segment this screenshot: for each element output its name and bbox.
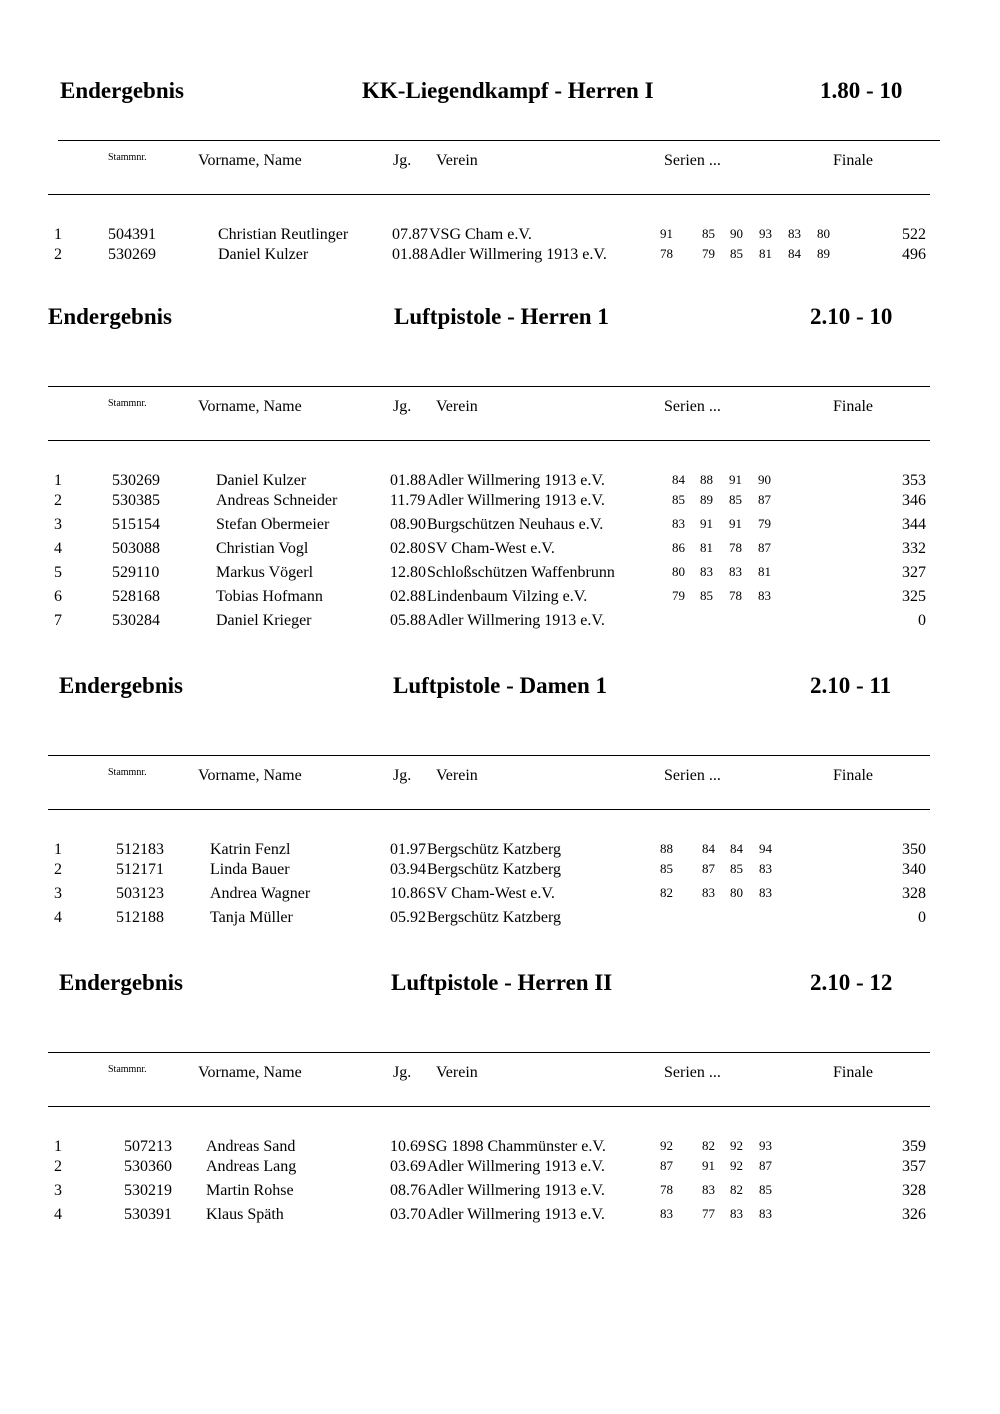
section-label: Endergebnis bbox=[48, 304, 172, 329]
verein-cell: Adler Willmering 1913 e.V. bbox=[427, 472, 605, 489]
rank-cell: 2 bbox=[54, 1158, 62, 1175]
series-score-cell: 78 bbox=[660, 246, 673, 261]
column-header-serien: Serien ... bbox=[664, 1064, 721, 1081]
series-score-cell: 88 bbox=[700, 472, 713, 487]
column-header-name: Vorname, Name bbox=[198, 1064, 302, 1081]
header-top-rule bbox=[48, 755, 930, 756]
section-label: Endergebnis bbox=[59, 673, 183, 698]
series-score-cell: 87 bbox=[759, 1158, 772, 1173]
jg-cell: 03.70 bbox=[390, 1206, 426, 1223]
finale-total-cell: 353 bbox=[902, 472, 926, 489]
column-header-serien: Serien ... bbox=[664, 398, 721, 415]
column-header-stammnr: Stammnr. bbox=[108, 1064, 147, 1075]
series-score-cell: 91 bbox=[729, 472, 742, 487]
finale-total-cell: 357 bbox=[902, 1158, 926, 1175]
series-score-cell: 83 bbox=[759, 1206, 772, 1221]
jg-cell: 01.88 bbox=[390, 472, 426, 489]
stammnr-cell: 515154 bbox=[112, 516, 160, 533]
jg-cell: 05.92 bbox=[390, 909, 426, 926]
jg-cell: 11.79 bbox=[390, 492, 426, 509]
series-score-cell: 81 bbox=[758, 564, 771, 579]
verein-cell: Bergschütz Katzberg bbox=[427, 861, 562, 878]
competition-title: KK-Liegendkampf - Herren I bbox=[362, 78, 654, 103]
jg-cell: 01.97 bbox=[390, 841, 426, 858]
name-cell: Andreas Sand bbox=[206, 1138, 296, 1155]
verein-cell: Burgschützen Neuhaus e.V. bbox=[427, 516, 604, 533]
column-header-stammnr: Stammnr. bbox=[108, 398, 147, 409]
series-score-cell: 82 bbox=[702, 1138, 715, 1153]
series-score-cell: 87 bbox=[758, 492, 771, 507]
header-top-rule bbox=[58, 140, 940, 141]
rank-cell: 4 bbox=[54, 540, 62, 557]
verein-cell: VSG Cham e.V. bbox=[429, 226, 532, 243]
finale-total-cell: 350 bbox=[902, 841, 926, 858]
name-cell: Christian Vogl bbox=[216, 540, 309, 557]
stammnr-cell: 530385 bbox=[112, 492, 160, 509]
series-score-cell: 92 bbox=[730, 1158, 743, 1173]
series-score-cell: 87 bbox=[702, 861, 715, 876]
series-score-cell: 79 bbox=[702, 246, 715, 261]
column-header-finale: Finale bbox=[833, 398, 873, 415]
verein-cell: Adler Willmering 1913 e.V. bbox=[427, 1158, 605, 1175]
verein-cell: Adler Willmering 1913 e.V. bbox=[429, 246, 607, 263]
competition-title: Luftpistole - Damen 1 bbox=[393, 673, 608, 698]
series-score-cell: 86 bbox=[672, 540, 685, 555]
series-score-cell: 83 bbox=[788, 226, 801, 241]
series-score-cell: 83 bbox=[700, 564, 713, 579]
series-score-cell: 85 bbox=[759, 1182, 772, 1197]
rank-cell: 4 bbox=[54, 1206, 62, 1223]
series-score-cell: 90 bbox=[758, 472, 771, 487]
name-cell: Andrea Wagner bbox=[210, 885, 311, 902]
column-header-stammnr: Stammnr. bbox=[108, 767, 147, 778]
verein-cell: Schloßschützen Waffenbrunn bbox=[427, 564, 615, 581]
finale-total-cell: 332 bbox=[902, 540, 926, 557]
stammnr-cell: 530269 bbox=[112, 472, 160, 489]
finale-total-cell: 325 bbox=[902, 588, 926, 605]
column-header-name: Vorname, Name bbox=[198, 152, 302, 169]
section-label: Endergebnis bbox=[60, 78, 184, 103]
column-header-verein: Verein bbox=[436, 152, 478, 169]
stammnr-cell: 530269 bbox=[108, 246, 156, 263]
series-score-cell: 92 bbox=[730, 1138, 743, 1153]
series-score-cell: 85 bbox=[672, 492, 685, 507]
competition-title: Luftpistole - Herren 1 bbox=[394, 304, 609, 329]
series-score-cell: 89 bbox=[817, 246, 830, 261]
series-score-cell: 83 bbox=[759, 885, 772, 900]
series-score-cell: 84 bbox=[788, 246, 801, 261]
stammnr-cell: 512171 bbox=[116, 861, 164, 878]
jg-cell: 08.76 bbox=[390, 1182, 426, 1199]
verein-cell: SV Cham-West e.V. bbox=[427, 540, 555, 557]
series-score-cell: 81 bbox=[700, 540, 713, 555]
name-cell: Andreas Lang bbox=[206, 1158, 297, 1175]
rank-cell: 1 bbox=[54, 841, 62, 858]
series-score-cell: 83 bbox=[729, 564, 742, 579]
series-score-cell: 90 bbox=[730, 226, 743, 241]
series-score-cell: 89 bbox=[700, 492, 713, 507]
series-score-cell: 85 bbox=[729, 492, 742, 507]
series-score-cell: 94 bbox=[759, 841, 772, 856]
series-score-cell: 88 bbox=[660, 841, 673, 856]
verein-cell: Adler Willmering 1913 e.V. bbox=[427, 492, 605, 509]
rank-cell: 5 bbox=[54, 564, 62, 581]
finale-total-cell: 0 bbox=[918, 612, 926, 629]
verein-cell: SG 1898 Chammünster e.V. bbox=[427, 1138, 606, 1155]
competition-code: 2.10 - 12 bbox=[810, 970, 893, 995]
finale-total-cell: 346 bbox=[902, 492, 926, 509]
series-score-cell: 79 bbox=[672, 588, 685, 603]
competition-code: 2.10 - 10 bbox=[810, 304, 893, 329]
series-score-cell: 91 bbox=[660, 226, 673, 241]
column-header-stammnr: Stammnr. bbox=[108, 152, 147, 163]
name-cell: Markus Vögerl bbox=[216, 564, 314, 581]
name-cell: Andreas Schneider bbox=[216, 492, 338, 509]
header-top-rule bbox=[48, 1052, 930, 1053]
competition-title: Luftpistole - Herren II bbox=[391, 970, 613, 995]
stammnr-cell: 503088 bbox=[112, 540, 160, 557]
column-header-serien: Serien ... bbox=[664, 152, 721, 169]
name-cell: Tanja Müller bbox=[210, 909, 293, 926]
series-score-cell: 92 bbox=[660, 1138, 673, 1153]
jg-cell: 05.88 bbox=[390, 612, 426, 629]
jg-cell: 12.80 bbox=[390, 564, 426, 581]
rank-cell: 3 bbox=[54, 885, 62, 902]
rank-cell: 7 bbox=[54, 612, 62, 629]
jg-cell: 01.88 bbox=[392, 246, 428, 263]
rank-cell: 1 bbox=[54, 226, 62, 243]
verein-cell: Adler Willmering 1913 e.V. bbox=[427, 612, 605, 629]
series-score-cell: 85 bbox=[700, 588, 713, 603]
series-score-cell: 78 bbox=[660, 1182, 673, 1197]
series-score-cell: 85 bbox=[660, 861, 673, 876]
series-score-cell: 85 bbox=[702, 226, 715, 241]
stammnr-cell: 530284 bbox=[112, 612, 160, 629]
series-score-cell: 84 bbox=[730, 841, 743, 856]
stammnr-cell: 503123 bbox=[116, 885, 164, 902]
name-cell: Daniel Krieger bbox=[216, 612, 312, 629]
stammnr-cell: 512188 bbox=[116, 909, 164, 926]
column-header-jg: Jg. bbox=[393, 398, 412, 415]
jg-cell: 03.94 bbox=[390, 861, 426, 878]
rank-cell: 3 bbox=[54, 1182, 62, 1199]
series-score-cell: 91 bbox=[700, 516, 713, 531]
name-cell: Daniel Kulzer bbox=[218, 246, 309, 263]
series-score-cell: 82 bbox=[730, 1182, 743, 1197]
rank-cell: 3 bbox=[54, 516, 62, 533]
column-header-finale: Finale bbox=[833, 152, 873, 169]
series-score-cell: 85 bbox=[730, 246, 743, 261]
stammnr-cell: 529110 bbox=[112, 564, 160, 581]
stammnr-cell: 530360 bbox=[124, 1158, 172, 1175]
finale-total-cell: 340 bbox=[902, 861, 926, 878]
jg-cell: 10.86 bbox=[390, 885, 426, 902]
rank-cell: 4 bbox=[54, 909, 62, 926]
finale-total-cell: 326 bbox=[902, 1206, 926, 1223]
series-score-cell: 83 bbox=[660, 1206, 673, 1221]
stammnr-cell: 507213 bbox=[124, 1138, 172, 1155]
stammnr-cell: 530391 bbox=[124, 1206, 172, 1223]
column-header-name: Vorname, Name bbox=[198, 398, 302, 415]
verein-cell: Lindenbaum Vilzing e.V. bbox=[427, 588, 588, 605]
competition-code: 1.80 - 10 bbox=[820, 78, 903, 103]
series-score-cell: 80 bbox=[817, 226, 830, 241]
finale-total-cell: 522 bbox=[902, 226, 926, 243]
finale-total-cell: 328 bbox=[902, 1182, 926, 1199]
series-score-cell: 84 bbox=[702, 841, 715, 856]
header-top-rule bbox=[48, 386, 930, 387]
rank-cell: 1 bbox=[54, 1138, 62, 1155]
series-score-cell: 83 bbox=[759, 861, 772, 876]
column-header-name: Vorname, Name bbox=[198, 767, 302, 784]
finale-total-cell: 344 bbox=[902, 516, 926, 533]
rank-cell: 1 bbox=[54, 472, 62, 489]
series-score-cell: 83 bbox=[672, 516, 685, 531]
series-score-cell: 78 bbox=[729, 540, 742, 555]
name-cell: Martin Rohse bbox=[206, 1182, 294, 1199]
series-score-cell: 77 bbox=[702, 1206, 715, 1221]
finale-total-cell: 328 bbox=[902, 885, 926, 902]
stammnr-cell: 504391 bbox=[108, 226, 156, 243]
verein-cell: Adler Willmering 1913 e.V. bbox=[427, 1206, 605, 1223]
series-score-cell: 83 bbox=[702, 885, 715, 900]
column-header-verein: Verein bbox=[436, 1064, 478, 1081]
rank-cell: 2 bbox=[54, 492, 62, 509]
rank-cell: 2 bbox=[54, 246, 62, 263]
column-header-jg: Jg. bbox=[393, 1064, 412, 1081]
series-score-cell: 93 bbox=[759, 226, 772, 241]
column-header-jg: Jg. bbox=[393, 152, 412, 169]
rank-cell: 2 bbox=[54, 861, 62, 878]
finale-total-cell: 496 bbox=[902, 246, 926, 263]
stammnr-cell: 512183 bbox=[116, 841, 164, 858]
verein-cell: Bergschütz Katzberg bbox=[427, 909, 562, 926]
name-cell: Linda Bauer bbox=[210, 861, 290, 878]
series-score-cell: 87 bbox=[758, 540, 771, 555]
header-bottom-rule bbox=[48, 809, 930, 810]
series-score-cell: 91 bbox=[702, 1158, 715, 1173]
column-header-finale: Finale bbox=[833, 1064, 873, 1081]
name-cell: Katrin Fenzl bbox=[210, 841, 291, 858]
column-header-finale: Finale bbox=[833, 767, 873, 784]
series-score-cell: 83 bbox=[758, 588, 771, 603]
series-score-cell: 78 bbox=[729, 588, 742, 603]
series-score-cell: 93 bbox=[759, 1138, 772, 1153]
verein-cell: Bergschütz Katzberg bbox=[427, 841, 562, 858]
jg-cell: 07.87 bbox=[392, 226, 428, 243]
header-bottom-rule bbox=[48, 440, 930, 441]
name-cell: Stefan Obermeier bbox=[216, 516, 330, 533]
name-cell: Daniel Kulzer bbox=[216, 472, 307, 489]
series-score-cell: 85 bbox=[730, 861, 743, 876]
header-bottom-rule bbox=[48, 194, 930, 195]
section-label: Endergebnis bbox=[59, 970, 183, 995]
jg-cell: 03.69 bbox=[390, 1158, 426, 1175]
name-cell: Christian Reutlinger bbox=[218, 226, 349, 243]
series-score-cell: 83 bbox=[702, 1182, 715, 1197]
column-header-verein: Verein bbox=[436, 767, 478, 784]
jg-cell: 02.80 bbox=[390, 540, 426, 557]
verein-cell: Adler Willmering 1913 e.V. bbox=[427, 1182, 605, 1199]
column-header-serien: Serien ... bbox=[664, 767, 721, 784]
header-bottom-rule bbox=[48, 1106, 930, 1107]
verein-cell: SV Cham-West e.V. bbox=[427, 885, 555, 902]
finale-total-cell: 0 bbox=[918, 909, 926, 926]
competition-code: 2.10 - 11 bbox=[810, 673, 892, 698]
series-score-cell: 80 bbox=[672, 564, 685, 579]
series-score-cell: 84 bbox=[672, 472, 685, 487]
series-score-cell: 82 bbox=[660, 885, 673, 900]
jg-cell: 02.88 bbox=[390, 588, 426, 605]
series-score-cell: 79 bbox=[758, 516, 771, 531]
column-header-jg: Jg. bbox=[393, 767, 412, 784]
series-score-cell: 80 bbox=[730, 885, 743, 900]
column-header-verein: Verein bbox=[436, 398, 478, 415]
jg-cell: 10.69 bbox=[390, 1138, 426, 1155]
name-cell: Tobias Hofmann bbox=[216, 588, 323, 605]
stammnr-cell: 528168 bbox=[112, 588, 160, 605]
series-score-cell: 81 bbox=[759, 246, 772, 261]
finale-total-cell: 327 bbox=[902, 564, 926, 581]
series-score-cell: 91 bbox=[729, 516, 742, 531]
series-score-cell: 87 bbox=[660, 1158, 673, 1173]
jg-cell: 08.90 bbox=[390, 516, 426, 533]
series-score-cell: 83 bbox=[730, 1206, 743, 1221]
name-cell: Klaus Späth bbox=[206, 1206, 284, 1223]
finale-total-cell: 359 bbox=[902, 1138, 926, 1155]
stammnr-cell: 530219 bbox=[124, 1182, 172, 1199]
rank-cell: 6 bbox=[54, 588, 62, 605]
